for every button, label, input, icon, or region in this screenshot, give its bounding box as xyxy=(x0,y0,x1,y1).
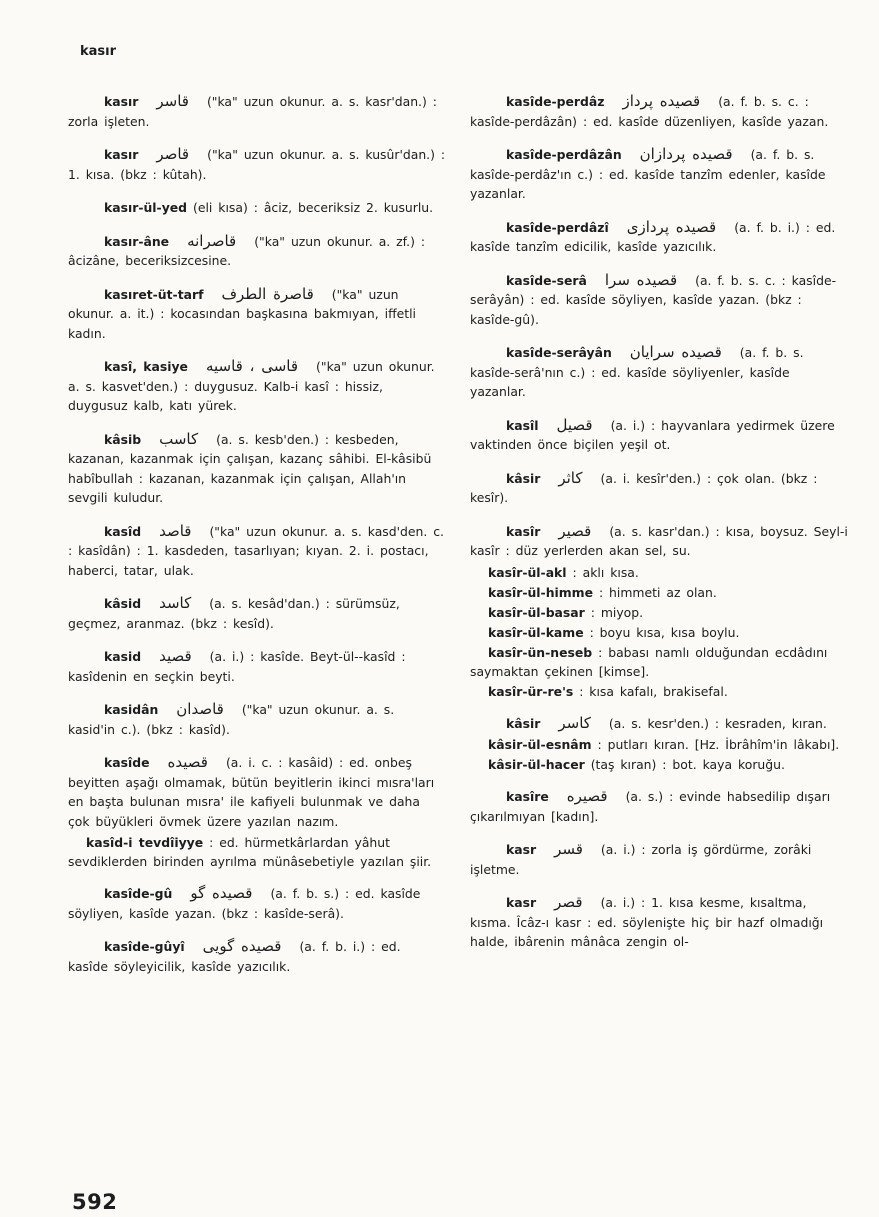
definition: (a. f. b. s. c. : kasîde-serâyân) : ed. kasîde söyliyen, kasîde yazan. (bkz : kasîde-gû). xyxy=(470,272,837,327)
definition: (a. s.) : evinde habsedilip dışarı çıkarılmıyan [kadın]. xyxy=(470,789,831,824)
dictionary-entry xyxy=(470,714,848,734)
ottoman-script: قاصرانه xyxy=(187,231,237,250)
ottoman-script: قصيل xyxy=(556,415,593,434)
definition: (a. i.) : zorla iş gördürme, zorâki işletme. xyxy=(470,842,812,877)
definition: (a. s. kesb'den.) : kesbeden, kazanan, kazanmak için çalışan, kazanç sâhibi. El-kâsibü habîbullah : kazanan, kazanmak için çalışan, Allah'ın sevgili kuludur. xyxy=(68,431,432,505)
dictionary-entry xyxy=(68,198,446,218)
dictionary-entry xyxy=(68,522,446,581)
left-column xyxy=(68,92,446,990)
definition: (a. f. b. i.) : ed. kasîde tanzîm edicilik, kasîde yazıcılık. xyxy=(470,219,836,254)
headword: kasîre xyxy=(506,789,549,804)
ottoman-script: قسر xyxy=(554,840,583,858)
headword: kasır xyxy=(104,147,139,162)
definition: (a. f. b. s.) : ed. kasîde söyliyen, kasîde yazan. (bkz : kasîde-serâ). xyxy=(68,886,421,921)
sub-entry xyxy=(470,643,848,681)
ottoman-script: كاثر xyxy=(558,468,583,487)
headword: kasîr-ül-akl xyxy=(488,564,567,580)
headword: kasîde xyxy=(104,755,150,770)
ottoman-script: قصيده گو xyxy=(190,884,253,902)
sub-entry xyxy=(470,755,848,774)
ottoman-script: قاصر xyxy=(156,145,190,163)
headword: kasîde-perdâzân xyxy=(506,147,622,162)
sub-entry xyxy=(470,623,848,642)
dictionary-entry xyxy=(68,753,446,831)
dictionary-entry xyxy=(68,285,446,344)
sub-entry xyxy=(470,735,848,754)
headword: kasır xyxy=(104,94,139,109)
ottoman-script: قصيده پردازان xyxy=(639,145,733,163)
definition: (a. i.) : hayvanlara yedirmek üzere vaktinden önce biçilen yeşil ot. xyxy=(470,417,835,452)
headword: kasîr-ül-kame xyxy=(488,624,584,640)
definition: : ed. hürmetkârlardan yâhut sevdiklerden birinden ayrılma münâsebetiyle yazılan şiir. xyxy=(68,835,432,869)
dictionary-entry xyxy=(68,594,446,633)
ottoman-script: قاصدان xyxy=(176,700,224,718)
definition: : boyu kısa, kısa boylu. xyxy=(589,624,740,640)
definition: : aklı kısa. xyxy=(572,564,639,580)
definition: ("ka" uzun okunur. a. s. kasvet'den.) : duygusuz. Kalb-i kasî : hissiz, duygusuz kalb, katı yürek. xyxy=(68,359,435,413)
dictionary-entry xyxy=(68,232,446,271)
ottoman-script: قصيده گويى xyxy=(202,937,282,955)
definition: ("ka" uzun okunur. a. s. kasd'den. c. : kasîdân) : 1. kasdeden, tasarlıyan; kıyan. 2. i. postacı, haberci, tatar, ulak. xyxy=(68,523,444,578)
headword: kasîl xyxy=(506,417,539,433)
sub-entry xyxy=(68,833,446,871)
definition: (a. i. kesîr'den.) : çok olan. (bkz : kesîr). xyxy=(470,470,818,505)
dictionary-entry xyxy=(470,218,848,257)
ottoman-script: قصيده سرايان xyxy=(629,343,722,361)
definition: ("ka" uzun okunur. a. s. kasid'in c.). (bkz : kasîd). xyxy=(68,702,395,737)
definition: (a. f. b. s. kasîde-perdâz'ın c.) : ed. kasîde tanzîm edenler, kasîde yazanlar. xyxy=(470,147,826,201)
headword: kasîr-ül-himme xyxy=(488,584,593,600)
definition: (a. i.) : kasîde. Beyt-ül--kasîd : kasîdenin en seçkin beyti. xyxy=(68,649,406,684)
ottoman-script: قصيده پرداز xyxy=(622,92,701,110)
ottoman-script: قاصرة الطرف xyxy=(221,284,314,303)
dictionary-entry xyxy=(470,343,848,402)
right-column xyxy=(470,92,848,966)
headword: kasır-âne xyxy=(104,233,170,249)
headword: kasîde-gûyî xyxy=(104,939,185,954)
headword: kasîr-ül-basar xyxy=(488,604,585,620)
headword: kâsir xyxy=(506,715,541,731)
definition: (a. f. b. s. kasîde-serâ'nın c.) : ed. kasîde söyliyenler, kasîde yazanlar. xyxy=(470,345,804,399)
definition: : babası namlı olduğundan ecdâdını saymaktan çekinen [kimse]. xyxy=(470,644,828,679)
headword: kasıret-üt-tarf xyxy=(104,286,204,302)
page-number: 592 xyxy=(72,1190,118,1214)
sub-entry xyxy=(470,563,848,582)
definition: ("ka" uzun okunur. a. s. kusûr'dan.) : 1. kısa. (bkz : kûtah). xyxy=(68,147,446,182)
ottoman-script: قصيره xyxy=(566,787,608,805)
dictionary-entry xyxy=(470,92,848,131)
headword: kasr xyxy=(506,842,537,857)
definition: : kısa kafalı, brakisefal. xyxy=(579,683,728,699)
headword: kâsir-ül-hacer xyxy=(488,757,585,772)
ottoman-script: قصيده سرا xyxy=(604,270,678,289)
definition: (a. i.) : 1. kısa kesme, kısaltma, kısma. Îcâz-ı kasr : ed. söylenişte hiç bir hazf olmadığı halde, ibârenin mânâca zengin ol- xyxy=(470,895,824,949)
dictionary-entry xyxy=(68,357,446,416)
headword: kâsid xyxy=(104,596,142,611)
sub-entry xyxy=(470,603,848,622)
dictionary-entry xyxy=(470,469,848,508)
sub-entry xyxy=(470,682,848,701)
headword: kasîr-ür-re's xyxy=(488,683,574,699)
dictionary-entry xyxy=(470,416,848,455)
dictionary-entry xyxy=(470,271,848,330)
ottoman-script: قصيده xyxy=(167,753,208,771)
headword: kasîde-gû xyxy=(104,886,173,901)
ottoman-script: قاسى ، قاسيه xyxy=(205,357,299,375)
ottoman-script: كاسر xyxy=(558,713,591,732)
dictionary-entry xyxy=(470,522,848,561)
ottoman-script: قصيد xyxy=(159,647,192,665)
ottoman-script: قاسر xyxy=(156,92,189,110)
headword: kasr xyxy=(506,895,537,910)
definition: (a. f. b. s. c. : kasîde-perdâzân) : ed. kasîde düzenliyen, kasîde yazan. xyxy=(470,94,829,129)
dictionary-entry xyxy=(68,92,446,131)
ottoman-script: قصيده پردازى xyxy=(626,217,717,236)
definition: : miyop. xyxy=(590,604,644,620)
definition: (eli kısa) : âciz, beceriksiz 2. kusurlu. xyxy=(193,200,434,215)
running-head: kasır xyxy=(80,44,117,59)
headword: kasî, kasiye xyxy=(104,359,188,374)
ottoman-script: قاصد xyxy=(159,521,192,540)
dictionary-entry xyxy=(470,893,848,952)
dictionary-entry xyxy=(68,145,446,184)
dictionary-entry xyxy=(68,647,446,686)
definition: (a. s. kesâd'dan.) : sürümsüz, geçmez, aranmaz. (bkz : kesîd). xyxy=(68,596,400,631)
headword: kasır-ül-yed xyxy=(104,200,188,215)
ottoman-script: كاسد xyxy=(159,594,192,612)
dictionary-entry xyxy=(68,937,446,976)
definition: (a. i. c. : kasâid) : ed. onbeş beyitten aşağı olmamak, bütün beyitlerin ikinci mısra'ları en başta bulunan mısra' ile kafiyeli bulunmak ve daha çok büyükleri övmek üzere yazılan nazım. xyxy=(68,755,435,829)
dictionary-entry xyxy=(470,787,848,826)
definition: ("ka" uzun okunur. a. zf.) : âcizâne, beceriksizcesine. xyxy=(68,233,426,268)
ottoman-script: قصير xyxy=(558,521,592,540)
headword: kâsir-ül-esnâm xyxy=(488,737,592,752)
headword: kasîde-serâyân xyxy=(506,345,612,360)
definition: : himmeti az olan. xyxy=(598,584,717,600)
definition: ("ka" uzun okunur. a. it.) : kocasından başkasına bakmıyan, iffetli kadın. xyxy=(68,286,416,341)
definition: : putları kıran. [Hz. İbrâhîm'in lâkabı]. xyxy=(597,737,840,752)
ottoman-script: كاسب xyxy=(159,429,199,448)
definition: (a. s. kasr'dan.) : kısa, boysuz. Seyl-i kasîr : düz yerlerden akan sel, su. xyxy=(470,523,848,558)
headword: kasidân xyxy=(104,702,159,717)
headword: kasîde-perdâz xyxy=(506,94,605,109)
headword: kâsib xyxy=(104,431,142,447)
dictionary-entry xyxy=(68,430,446,508)
headword: kasid xyxy=(104,649,142,664)
definition: (a. s. kesr'den.) : kesraden, kıran. xyxy=(608,715,827,731)
sub-entry xyxy=(470,583,848,602)
headword: kasîd-i tevdîiyye xyxy=(86,835,204,850)
headword: kasîr xyxy=(506,523,541,539)
ottoman-script: قصر xyxy=(554,893,583,911)
dictionary-entry xyxy=(68,884,446,923)
headword: kâsir xyxy=(506,470,541,486)
dictionary-entry xyxy=(470,145,848,204)
definition: (a. f. b. i.) : ed. kasîde söyleyicilik, kasîde yazıcılık. xyxy=(68,939,401,974)
definition: (taş kıran) : bot. kaya koruğu. xyxy=(590,757,785,772)
definition: ("ka" uzun okunur. a. s. kasr'dan.) : zorla işleten. xyxy=(68,94,437,129)
headword: kasîr-ün-neseb xyxy=(488,644,593,660)
headword: kasîd xyxy=(104,523,142,539)
headword: kasîde-serâ xyxy=(506,272,587,288)
headword: kasîde-perdâzî xyxy=(506,219,609,235)
dictionary-entry xyxy=(470,840,848,879)
dictionary-entry xyxy=(68,700,446,739)
